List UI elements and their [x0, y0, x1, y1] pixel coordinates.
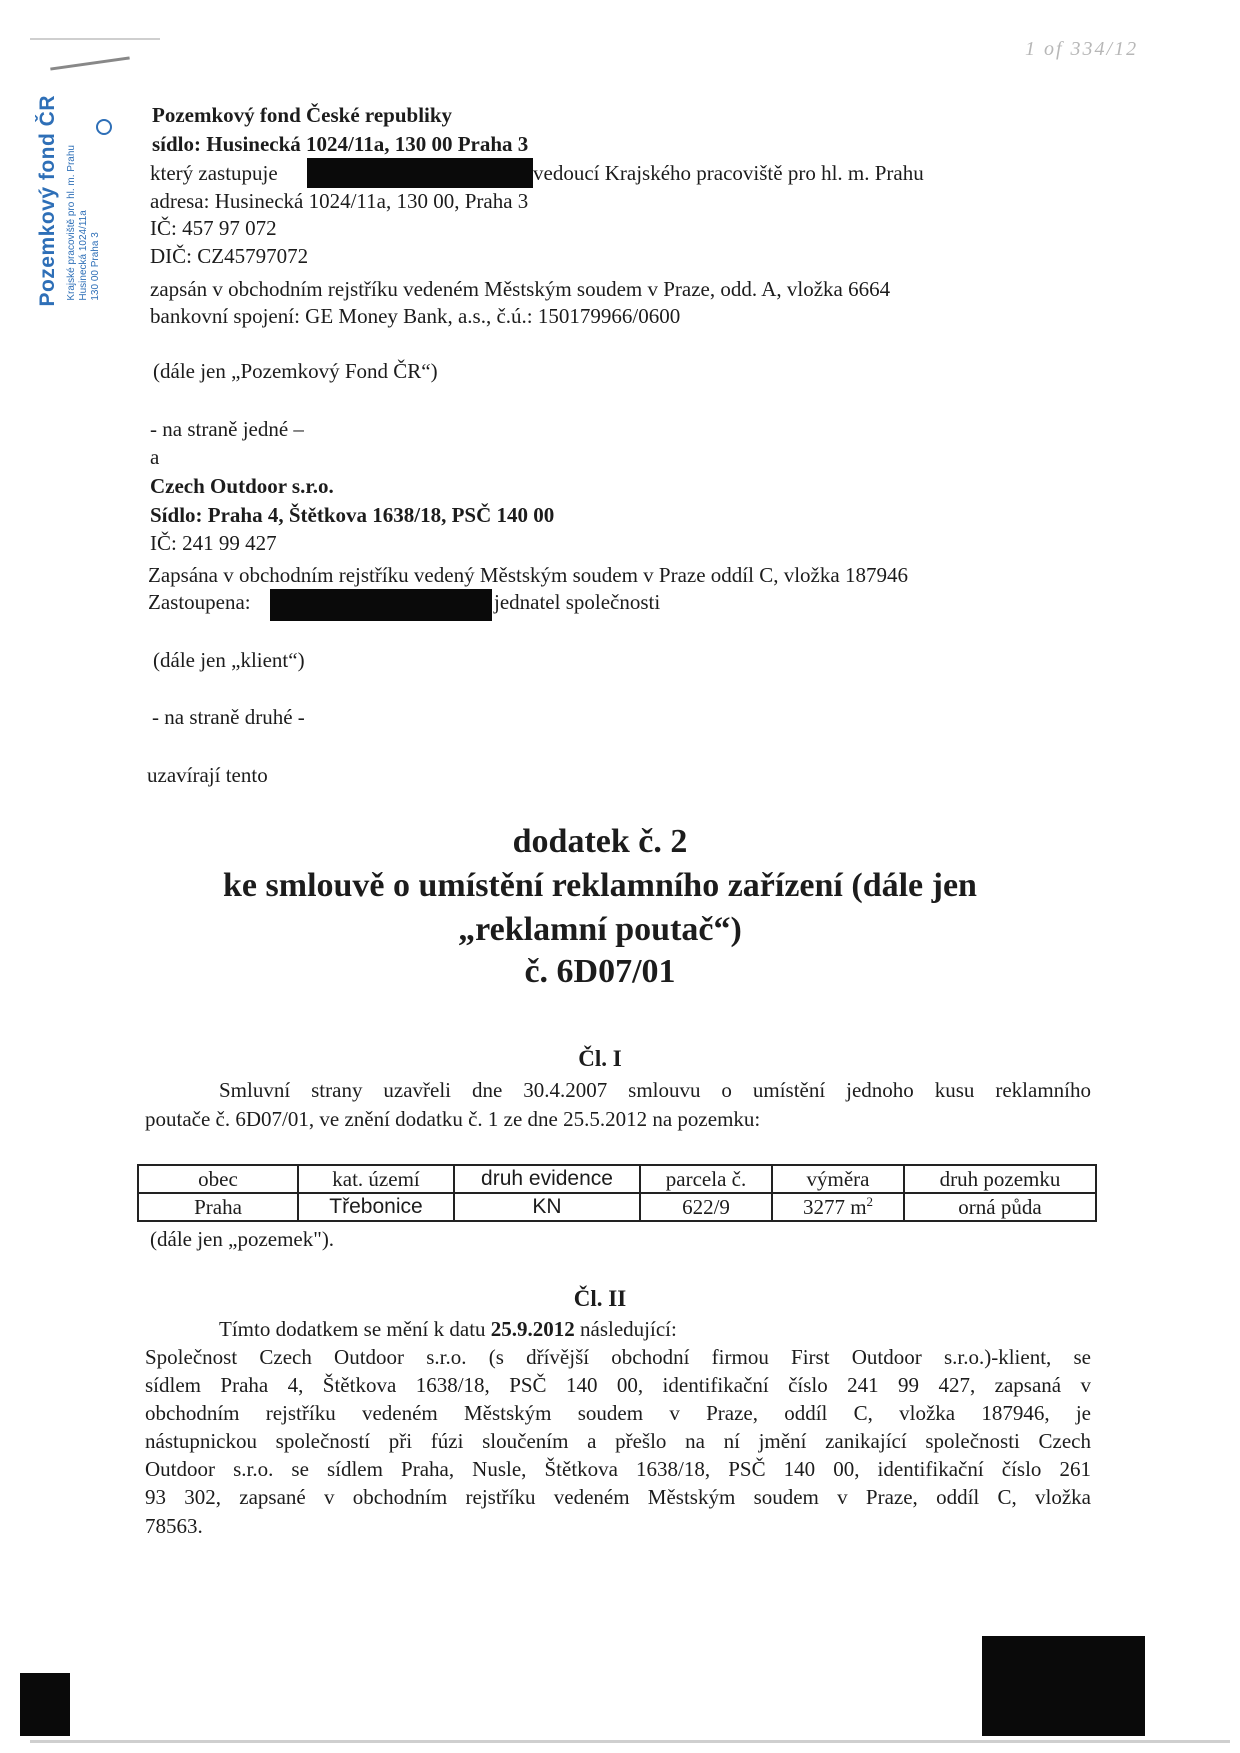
intro-suffix: následující: — [574, 1317, 677, 1341]
article-text: Smluvní strany uzavřeli dne 30.4.2007 smlouvu o umístění jednoho kusu reklamního — [219, 1078, 1091, 1102]
table-cell-area — [772, 1193, 904, 1221]
article-text-line: obchodním rejstříku vedeném Městským soudem v Praze, oddíl C, vložka 187946, je — [145, 1401, 1091, 1425]
party2-seat: Sídlo: Praha 4, Štětkova 1638/18, PSČ 140 00 — [150, 503, 555, 527]
party1-rep-prefix: který zastupuje — [150, 161, 278, 185]
stamp-logo-icon — [96, 119, 112, 135]
article-text-line: Outdoor s.r.o. se sídlem Praha, Nusle, Štětkova 1638/18, PSČ 140 00, identifikační číslo 261 — [145, 1457, 1091, 1481]
party2-rep-prefix: Zastoupena: — [148, 590, 251, 614]
party1-ico: IČ: 457 97 072 — [150, 216, 277, 240]
article-heading: Čl. I — [578, 1046, 622, 1071]
redaction-box — [270, 589, 492, 621]
article-text: poutače č. 6D07/01, ve znění dodatku č. 1 ze dne 25.5.2012 na pozemku: — [145, 1107, 761, 1131]
document-subtitle: „reklamní poutač“) — [458, 911, 742, 948]
stamp-line: 130 00 Praha 3 — [90, 232, 101, 301]
scan-mark — [30, 38, 160, 40]
contract-number: č. 6D07/01 — [524, 953, 676, 990]
article-text-line: Společnost Czech Outdoor s.r.o. (s dřívější obchodní firmou First Outdoor s.r.o.)-klient, se — [145, 1345, 1091, 1369]
table-row — [138, 1193, 1096, 1221]
party1-bank: bankovní spojení: GE Money Bank, a.s., č.ú.: 150179966/0600 — [150, 304, 681, 328]
area-unit-exponent: 2 — [866, 1194, 874, 1209]
area-value: 3277 m — [802, 1195, 867, 1219]
redaction-box — [20, 1673, 70, 1736]
handwritten-reference: 1 of 334/12 — [1025, 38, 1139, 60]
table-cell: 622/9 — [640, 1193, 772, 1221]
redaction-box — [307, 158, 533, 188]
party1-address: adresa: Husinecká 1024/11a, 130 00, Praha 3 — [150, 189, 529, 213]
table-cell: KN — [454, 1193, 640, 1221]
table-header-cell: parcela č. — [640, 1165, 772, 1193]
and-connector: a — [150, 445, 160, 469]
scan-edge — [30, 1740, 1230, 1743]
effective-date: 25.9.2012 — [490, 1317, 575, 1341]
table-header-cell: druh pozemku — [904, 1165, 1096, 1193]
party2-register: Zapsána v obchodním rejstříku vedený Městským soudem v Praze oddíl C, vložka 187946 — [148, 563, 908, 587]
table-header-cell: druh evidence — [454, 1165, 640, 1193]
table-cell: Praha — [138, 1193, 298, 1221]
institution-stamp — [36, 95, 126, 355]
stamp-address — [66, 145, 102, 301]
party2-name: Czech Outdoor s.r.o. — [150, 474, 334, 498]
table-header-cell: kat. území — [298, 1165, 454, 1193]
article-text-line: nástupnickou společností při fúzi sloučením a přešlo na ní jmění zanikající společnosti Czech — [145, 1429, 1091, 1453]
redaction-box — [982, 1636, 1145, 1736]
party1-seat: sídlo: Husinecká 1024/11a, 130 00 Praha 3 — [152, 132, 529, 156]
table-cell: Třebonice — [298, 1193, 454, 1221]
scan-mark — [50, 56, 130, 70]
article-text-line: 93 302, zapsané v obchodním rejstříku vedeném Městským soudem v Praze, oddíl C, vložka — [145, 1485, 1091, 1509]
party1-rep-suffix: vedoucí Krajského pracoviště pro hl. m. Prahu — [533, 161, 924, 185]
party1-register: zapsán v obchodním rejstříku vedeném Městským soudem v Praze, odd. A, vložka 6664 — [150, 277, 891, 301]
article-heading: Čl. II — [573, 1286, 627, 1311]
party2-ico: IČ: 241 99 427 — [150, 531, 277, 555]
table-cell: orná půda — [904, 1193, 1096, 1221]
party2-alias: (dále jen „klient“) — [153, 648, 305, 672]
party1-dic: DIČ: CZ45797072 — [150, 244, 309, 268]
stamp-line: Husinecká 1024/11a — [78, 210, 89, 301]
stamp-line: Krajské pracoviště pro hl. m. Prahu — [66, 145, 77, 301]
stamp-title: Pozemkový fond ČR — [36, 95, 59, 307]
article-text-line: 78563. — [145, 1514, 203, 1538]
party2-side: - na straně druhé - — [152, 705, 305, 729]
party2-rep-suffix: jednatel společnosti — [494, 590, 661, 614]
article-text-line: sídlem Praha 4, Štětkova 1638/18, PSČ 140 00, identifikační číslo 241 99 427, zapsaná v — [145, 1373, 1091, 1397]
article-intro — [219, 1316, 677, 1342]
land-table — [137, 1164, 1097, 1222]
table-header-row — [138, 1165, 1096, 1193]
document-subtitle: ke smlouvě o umístění reklamního zařízení (dále jen — [223, 867, 977, 904]
intro-prefix: Tímto dodatkem se mění k datu — [219, 1317, 491, 1341]
party1-side: - na straně jedné – — [150, 417, 304, 441]
party1-name: Pozemkový fond České republiky — [152, 103, 453, 127]
conclude-text: uzavírají tento — [147, 763, 268, 787]
table-header-cell: obec — [138, 1165, 298, 1193]
document-title: dodatek č. 2 — [512, 823, 688, 860]
party1-alias: (dále jen „Pozemkový Fond ČR“) — [153, 359, 438, 383]
table-header-cell: výměra — [772, 1165, 904, 1193]
table-footnote: (dále jen „pozemek"). — [150, 1227, 335, 1251]
